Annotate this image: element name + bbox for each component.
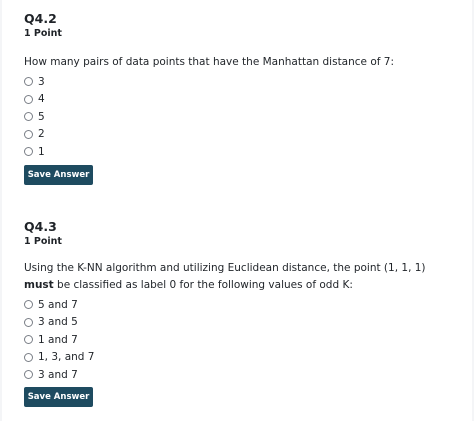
answer-options xyxy=(24,73,452,161)
prompt-text: Using the K-NN algorithm and utilizing Euclidean distance, the point (1, 1, 1) xyxy=(24,262,426,274)
radio-button[interactable] xyxy=(24,147,33,156)
option-label: 1 and 7 xyxy=(38,333,78,346)
answer-option[interactable] xyxy=(24,366,452,384)
question-number: Q4.3 xyxy=(24,219,57,234)
save-answer-button[interactable]: Save Answer xyxy=(24,387,93,407)
option-label: 2 xyxy=(38,128,45,141)
option-label: 3 and 5 xyxy=(38,316,78,329)
answer-option[interactable] xyxy=(24,349,452,367)
radio-button[interactable] xyxy=(24,318,33,327)
radio-button[interactable] xyxy=(24,112,33,121)
radio-button[interactable] xyxy=(24,130,33,139)
radio-button[interactable] xyxy=(24,95,33,104)
answer-option[interactable] xyxy=(24,331,452,349)
option-label: 1, 3, and 7 xyxy=(38,351,95,364)
answer-option[interactable] xyxy=(24,91,452,109)
radio-button[interactable] xyxy=(24,353,33,362)
question-q4-3 xyxy=(24,219,452,384)
save-answer-button[interactable]: Save Answer xyxy=(24,165,93,185)
radio-button[interactable] xyxy=(24,335,33,344)
answer-option[interactable] xyxy=(24,314,452,332)
prompt-text: be classified as label 0 for the following values of odd K: xyxy=(53,279,353,291)
radio-button[interactable] xyxy=(24,77,33,86)
answer-option[interactable] xyxy=(24,126,452,144)
question-prompt: How many pairs of data points that have the Manhattan distance of 7: xyxy=(24,56,395,68)
option-label: 4 xyxy=(38,93,45,106)
question-q4-2 xyxy=(24,11,452,161)
radio-button[interactable] xyxy=(24,370,33,379)
question-number: Q4.2 xyxy=(24,11,57,26)
questions-panel xyxy=(2,0,472,421)
question-points: 1 Point xyxy=(24,28,62,39)
option-label: 5 and 7 xyxy=(38,298,78,311)
option-label: 1 xyxy=(38,145,45,158)
answer-option[interactable] xyxy=(24,296,452,314)
answer-option[interactable] xyxy=(24,143,452,161)
radio-button[interactable] xyxy=(24,300,33,309)
option-label: 3 xyxy=(38,75,45,88)
question-points: 1 Point xyxy=(24,236,62,247)
option-label: 3 and 7 xyxy=(38,368,78,381)
answer-option[interactable] xyxy=(24,73,452,91)
question-prompt xyxy=(24,260,452,294)
answer-option[interactable] xyxy=(24,108,452,126)
option-label: 5 xyxy=(38,110,45,123)
answer-options xyxy=(24,296,452,384)
prompt-emphasis: must xyxy=(24,279,54,291)
